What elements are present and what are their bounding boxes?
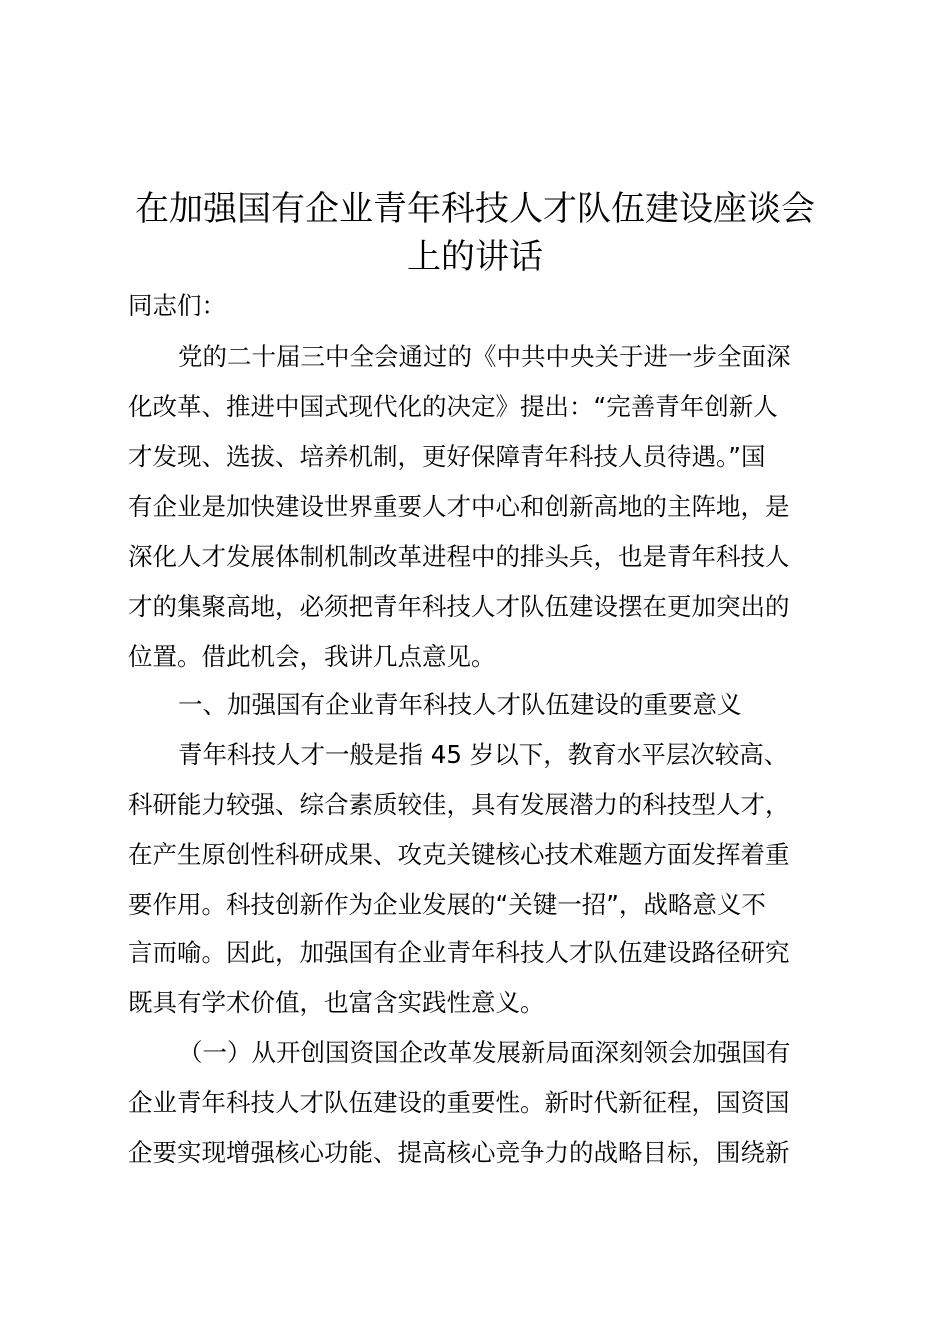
paragraph-3-line: （一）从开创国资国企改革发展新局面深刻领会加强国有 bbox=[178, 1038, 791, 1067]
paragraph-2-line: 既具有学术价值，也富含实践性意义。 bbox=[128, 988, 545, 1017]
paragraph-3-line: 企要实现增强核心功能、提高核心竞争力的战略目标，围绕新 bbox=[128, 1138, 790, 1167]
salutation: 同志们： bbox=[128, 291, 226, 320]
document-title-line-1: 在加强国有企业青年科技人才队伍建设座谈会 bbox=[135, 189, 815, 229]
paragraph-3-line: 企业青年科技人才队伍建设的重要性。新时代新征程，国资国 bbox=[128, 1088, 790, 1117]
paragraph-2-line: 青年科技人才一般是指 45 岁以下，教育水平层次较高、 bbox=[178, 740, 789, 769]
paragraph-1-line: 有企业是加快建设世界重要人才中心和创新高地的主阵地，是 bbox=[128, 492, 790, 521]
paragraph-1-line: 才发现、选拔、培养机制，更好保障青年科技人员待遇。”国 bbox=[128, 442, 766, 471]
paragraph-2-line: 在产生原创性科研成果、攻克关键核心技术难题方面发挥着重 bbox=[128, 840, 790, 869]
paragraph-2-line: 要作用。科技创新作为企业发展的“关键一招”，战略意义不 bbox=[128, 890, 766, 919]
document-title-line-2: 上的讲话 bbox=[407, 237, 543, 277]
paragraph-1-line: 位置。借此机会，我讲几点意见。 bbox=[128, 642, 496, 671]
section-heading: 一、加强国有企业青年科技人才队伍建设的重要意义 bbox=[178, 690, 742, 719]
paragraph-1-line: 党的二十届三中全会通过的《中共中央关于进一步全面深 bbox=[178, 342, 791, 371]
paragraph-1-line: 深化人才发展体制机制改革进程中的排头兵，也是青年科技人 bbox=[128, 542, 790, 571]
paragraph-2-line: 言而喻。因此，加强国有企业青年科技人才队伍建设路径研究 bbox=[128, 938, 790, 967]
paragraph-1-line: 化改革、推进中国式现代化的决定》提出：“完善青年创新人 bbox=[128, 392, 778, 421]
paragraph-1-line: 才的集聚高地，必须把青年科技人才队伍建设摆在更加突出的 bbox=[128, 592, 790, 621]
paragraph-2-line: 科研能力较强、综合素质较佳，具有发展潜力的科技型人才， bbox=[128, 790, 790, 819]
